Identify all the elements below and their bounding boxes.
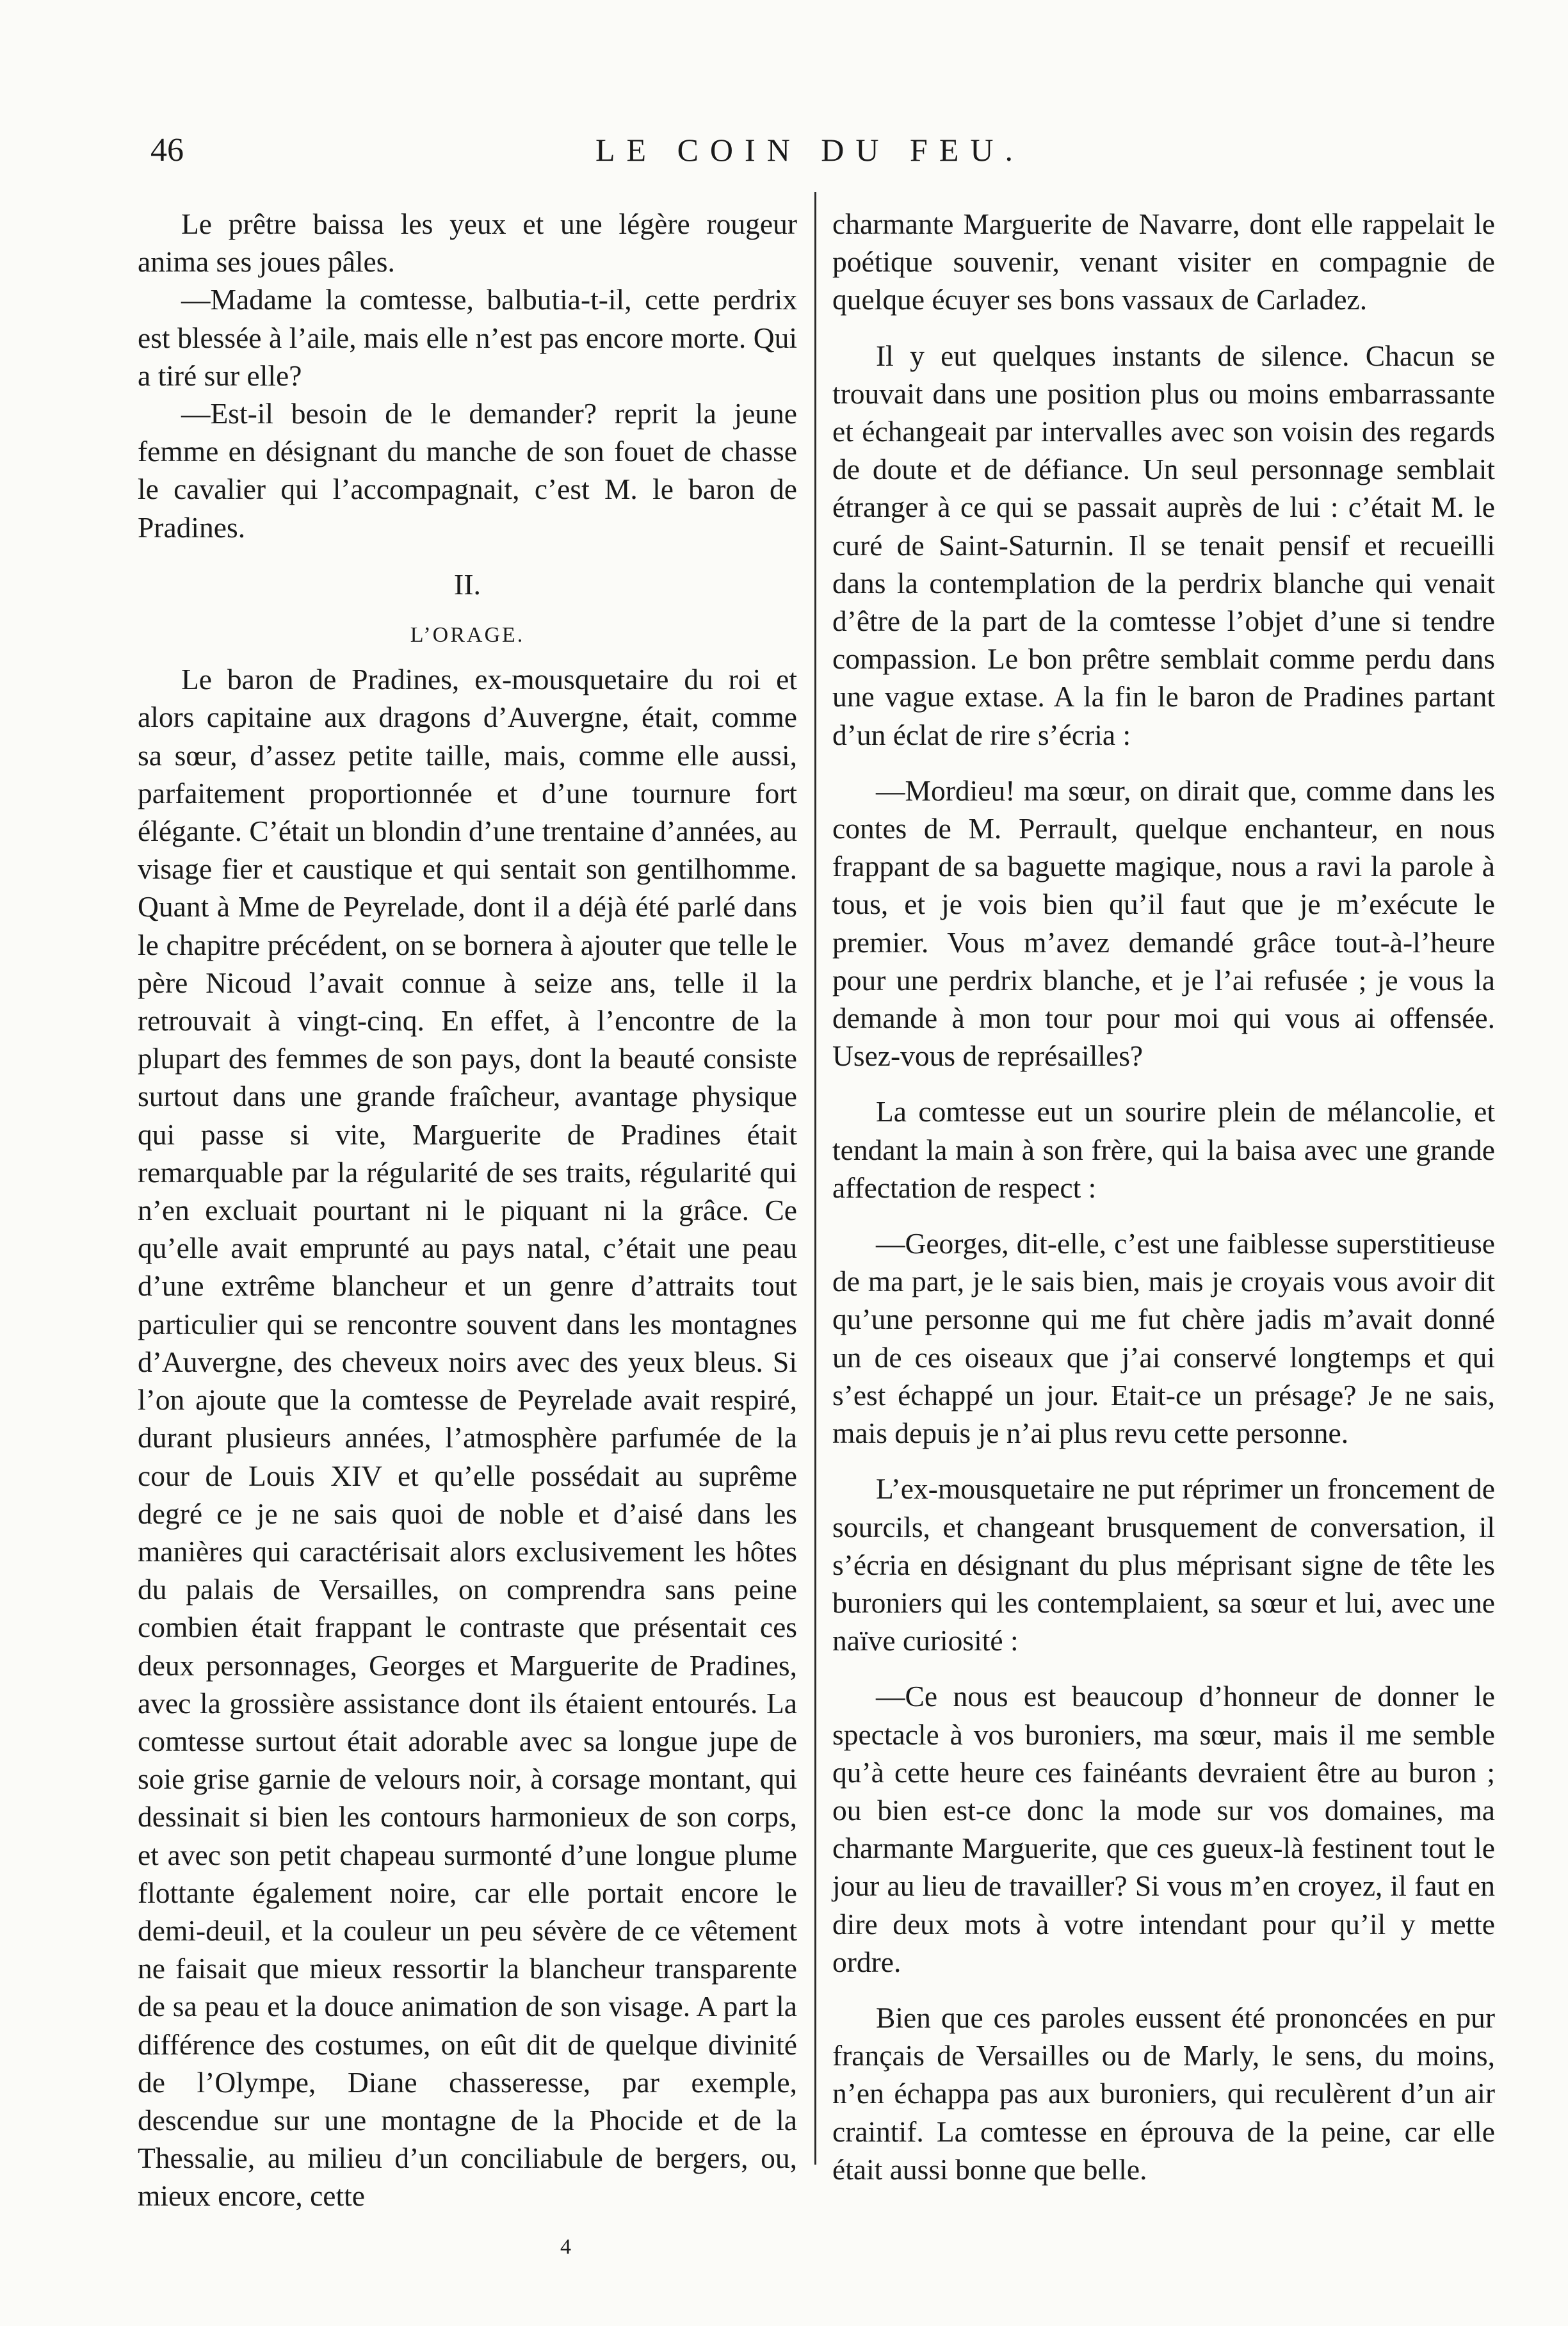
signature-mark: 4 bbox=[560, 2235, 571, 2259]
paragraph: L’ex-mousquetaire ne put réprimer un froncement de sourcils, et changeant brusquement de conversation, il s’écria en désignant du plus méprisant signe de tête les buroniers qui les contemplaient, sa sœur et lui, avec une naïve curiosité : bbox=[832, 1472, 1495, 1657]
right-column bbox=[832, 205, 1495, 2188]
section-title: L’ORAGE. bbox=[410, 623, 525, 647]
paragraph: La comtesse eut un sourire plein de mélancolie, et tendant la main à son frère, qui la baisa avec une grande affectation de respect : bbox=[832, 1095, 1495, 1204]
paragraph: —Georges, dit-elle, c’est une faiblesse superstitieuse de ma part, je le sais bien, mais je croyais vous avoir dit qu’une personne qui me fut chère jadis m’avait donné un de ces oiseaux que j’ai conservé longtemps et qui s’est échappé un jour. Etait-ce un présage? Je ne sais, mais depuis je n’ai plus revu cette personne. bbox=[832, 1227, 1495, 1450]
section-number: II. bbox=[453, 567, 481, 601]
paragraph: —Mordieu! ma sœur, on dirait que, comme dans les contes de M. Perrault, quelque enchanteur, en nous frappant de sa baguette magique, nous a ravi la parole à tous, et je vois bien qu’il faut que je m’exécute le premier. Vous m’avez demandé grâce tout-à-l’heure pour une perdrix blanche, et je l’ai refusée ; je vous la demande à mon tour pour moi qui vous ai offensée. Usez-vous de représailles? bbox=[832, 774, 1495, 1073]
page-header bbox=[150, 131, 1469, 176]
left-column bbox=[138, 205, 797, 2215]
paragraph: Le prêtre baissa les yeux et une légère rougeur anima ses joues pâles. bbox=[138, 207, 797, 279]
paragraph: —Madame la comtesse, balbutia-t-il, cette perdrix est blessée à l’aile, mais elle n’est pas encore morte. Qui a tiré sur elle? bbox=[138, 283, 797, 392]
column-divider bbox=[814, 192, 816, 2165]
paragraph: —Est-il besoin de le demander? reprit la jeune femme en désignant du manche de son fouet de chasse le cavalier qui l’accompagnait, c’est M. le baron de Pradines. bbox=[138, 397, 797, 544]
paragraph: Le baron de Pradines, ex-mousquetaire du roi et alors capitaine aux dragons d’Auvergne, était, comme sa sœur, d’assez petite taille, mais, comme elle aussi, parfaitement proportionnée et d’une tournure fort élégante. C’était un blondin d’une trentaine d’années, au visage fier et caustique et qui sentait son gentilhomme. Quant à Mme de Peyrelade, dont il a déjà été parlé dans le chapitre précédent, on se bornera à ajouter que telle le père Nicoud l’avait connue à seize ans, telle il la retrouvait à vingt-cinq. En effet, à l’encontre de la plupart des femmes de son pays, dont la beauté consiste surtout dans une grande fraîcheur, avantage physique qui passe si vite, Marguerite de Pradines était remarquable par la régularité de ses traits, régularité qui n’en excluait pourtant ni le piquant ni la grâce. Ce qu’elle avait emprunté au pays natal, c’était une peau d’une extrême blancheur et un genre d’attraits tout particulier qui se rencontre souvent dans les montagnes d’Auvergne, des cheveux noirs avec des yeux bleus. Si l’on ajoute que la comtesse de Peyrelade avait respiré, durant plusieurs années, l’atmosphère parfumée de la cour de Louis XIV et qu’elle possédait au suprême degré ce je ne sais quoi de noble et d’aisé dans les manières qui caractérisait alors exclusivement les hôtes du palais de Versailles, on comprendra sans peine combien était frappant le contraste que présentait ces deux personnages, Georges et Marguerite de Pradines, avec la grossière assistance dont ils étaient entourés. La comtesse surtout était adorable avec sa longue jupe de soie grise garnie de velours noir, à corsage montant, qui dessinait si bien les contours harmonieux de son corps, et avec son petit chapeau surmonté d’une longue plume flottante également noire, car elle portait encore le demi-deuil, et la couleur un peu sévère de ce vêtement ne faisait que mieux ressortir la blancheur transparente de sa peau et la douce animation de son visage. A part la différence des costumes, on eût dit de quelque divinité de l’Olympe, Diane chasseresse, par exemple, descendue sur une montagne de la Phocide et de la Thessalie, au milieu d’un conciliabule de bergers, ou, mieux encore, cette bbox=[138, 663, 797, 2213]
paragraph: Il y eut quelques instants de silence. Chacun se trouvait dans une position plus ou moins embarrassante et échangeait par intervalles avec son voisin des regards de doute et de défiance. Un seul personnage semblait étranger à ce qui se passait auprès de lui : c’était M. le curé de Saint-Saturnin. Il se tenait pensif et recueilli dans la contemplation de la perdrix blanche qui venait d’être de la part de la comtesse l’objet d’une si tendre compassion. Le bon prêtre semblait comme perdu dans une vague extase. A la fin le baron de Pradines partant d’un éclat de rire s’écria : bbox=[832, 339, 1495, 751]
running-title: LE COIN DU FEU. bbox=[595, 132, 1024, 168]
page-number: 46 bbox=[150, 132, 184, 168]
paragraph: Bien que ces paroles eussent été prononcées en pur français de Versailles ou de Marly, le sens, du moins, n’en échappa pas aux buroniers, qui reculèrent d’un air craintif. La comtesse en éprouva de la peine, car elle était aussi bonne que belle. bbox=[832, 2001, 1495, 2186]
paragraph: charmante Marguerite de Navarre, dont elle rappelait le poétique souvenir, venant visiter en compagnie de quelque écuyer ses bons vassaux de Carladez. bbox=[832, 207, 1495, 316]
paragraph: —Ce nous est beaucoup d’honneur de donner le spectacle à vos buroniers, ma sœur, mais il me semble qu’à cette heure ces fainéants devraient être au buron ; ou bien est-ce donc la mode sur vos domaines, ma charmante Marguerite, que ces gueux-là festinent tout le jour au lieu de travailler? Si vous m’en croyez, il faut en dire deux mots à votre intendant pour qu’il y mette ordre. bbox=[832, 1680, 1495, 1978]
